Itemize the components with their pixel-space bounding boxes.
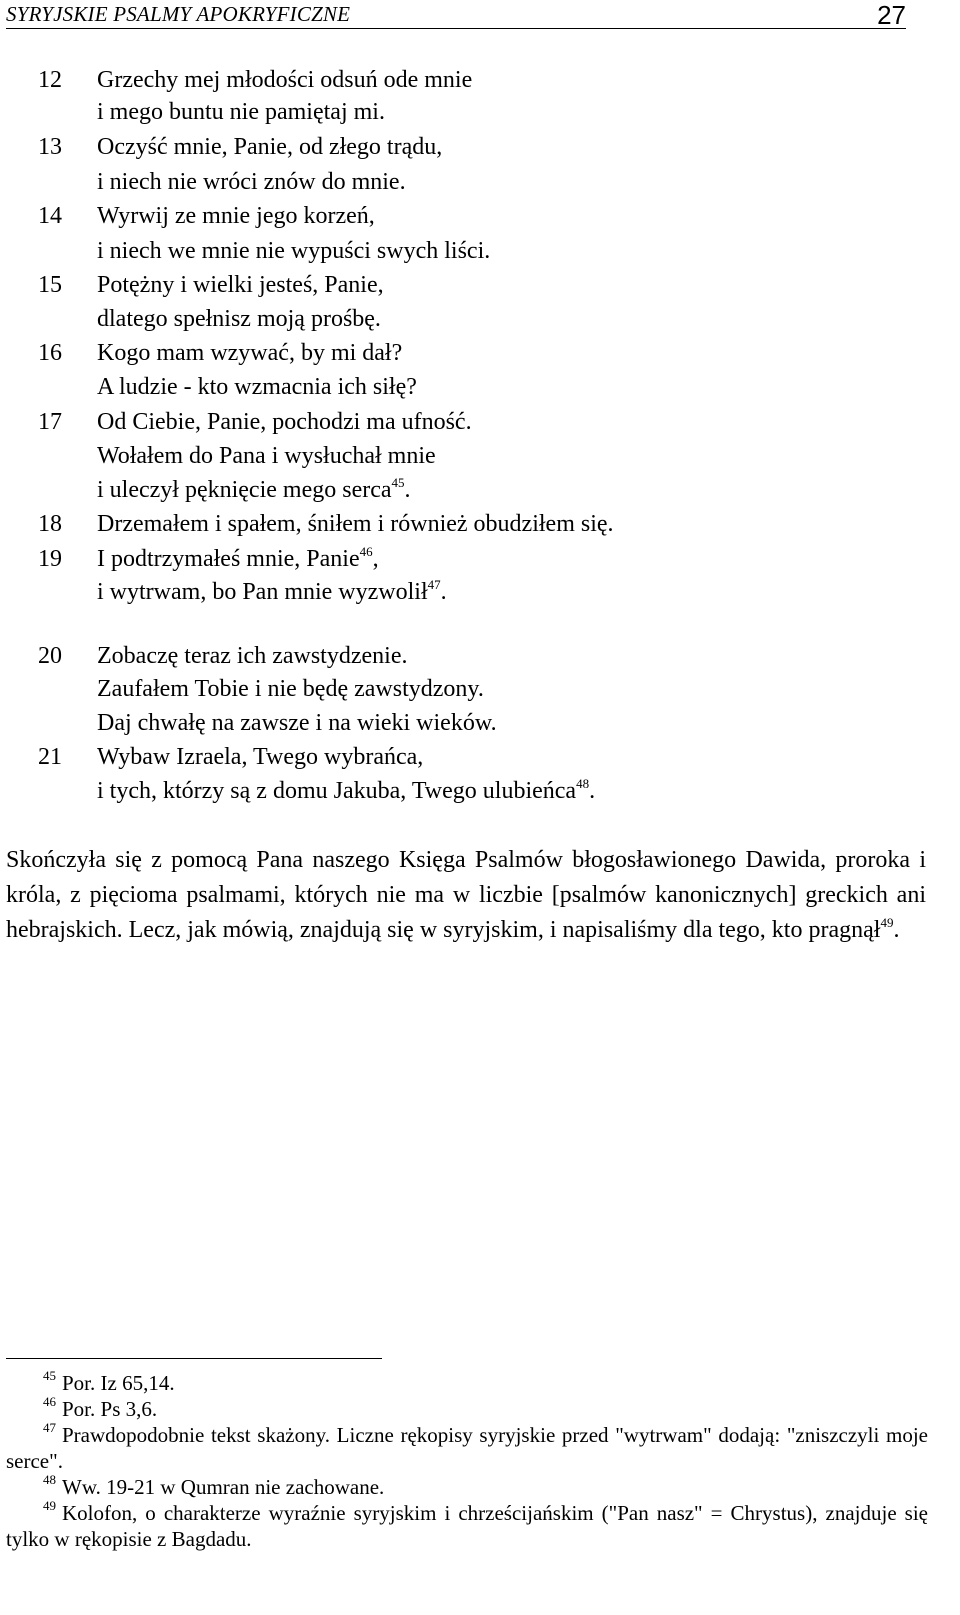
verse-text (97, 441, 436, 471)
verse-text (97, 641, 407, 671)
verse-text (97, 674, 484, 704)
trailing-punctuation: . (893, 917, 900, 943)
footnote-text: Ww. 19-21 w Qumran nie zachowane. (62, 1475, 385, 1499)
colophon-text: Skończyła się z pomocą Pana naszego Księga Psalmów błogosławionego Dawida, proroka i króla, z pięcioma psalmami, których nie ma w liczbie [psalmów kanonicznych] greckich ani hebrajskich. Lecz, jak mówią, znajdują się w syryjskim, i napisaliśmy dla tego, kto pragnął (6, 847, 926, 943)
verse-text-content: i niech we mnie nie wypuści swych liści. (97, 238, 491, 264)
footnote: 48 Ww. 19-21 w Qumran nie zachowane. (43, 1472, 385, 1499)
footnote-ref[interactable]: 47 (427, 577, 441, 592)
verse-text (97, 577, 447, 607)
verse-number: 12 (38, 67, 62, 93)
verse-text (97, 475, 411, 505)
header-rule (6, 28, 906, 29)
verse-text-content: i tych, którzy są z domu Jakuba, Twego ulubieńca (97, 778, 577, 804)
trailing-punctuation: . (404, 477, 411, 503)
verse-text (97, 270, 384, 300)
verse-text (97, 407, 472, 437)
verse-number: 15 (38, 272, 62, 298)
footnotes (6, 1370, 928, 1552)
verse-text-content: Wybaw Izraela, Twego wybrańca, (97, 744, 424, 770)
verse-number: 18 (38, 511, 62, 537)
verse-text-content: Oczyść mnie, Panie, od złego trądu, (97, 134, 443, 160)
verse-text-content: Drzemałem i spałem, śniłem i również obudziłem się. (97, 511, 614, 537)
colophon-paragraph (6, 843, 926, 948)
verse-text-content: i niech nie wróci znów do mnie. (97, 169, 406, 195)
verse-number: 17 (38, 409, 62, 435)
trailing-punctuation: . (589, 778, 596, 804)
verse-text-content: i wytrwam, bo Pan mnie wyzwolił (97, 579, 428, 605)
footnote-ref[interactable]: 45 (391, 475, 405, 490)
verse-text (97, 742, 423, 772)
verse-text-content: Daj chwałę na zawsze i na wieki wieków. (97, 710, 497, 736)
footnote-text: Por. Ps 3,6. (62, 1397, 158, 1421)
footnote-ref[interactable]: 46 (359, 544, 373, 559)
verse-text (97, 236, 490, 266)
verse-text-content: Zobaczę teraz ich zawstydzenie. (97, 643, 408, 669)
verse-text (97, 132, 442, 162)
verse-text-content: I podtrzymałeś mnie, Panie (97, 546, 360, 572)
footnote-ref[interactable]: 49 (880, 915, 894, 930)
verse-text-content: dlatego spełnisz moją prośbę. (97, 306, 381, 332)
verse-text (97, 201, 375, 231)
footnote-text: Por. Iz 65,14. (62, 1371, 175, 1395)
verse-text-content: i mego buntu nie pamiętaj mi. (97, 99, 385, 125)
verse-text-content: Zaufałem Tobie i nie będę zawstydzony. (97, 676, 484, 702)
verse-number: 14 (38, 203, 62, 229)
footnote-text: Prawdopodobnie tekst skażony. Liczne rękopisy syryjskie przed "wytrwam" dodają: "zniszczyli moje serce". (6, 1423, 928, 1473)
verse-text (97, 65, 472, 95)
verse-text (97, 544, 379, 574)
footnote-text: Kolofon, o charakterze wyraźnie syryjskim i chrześcijańskim ("Pan nasz" = Chrystus), znajduje się tylko w rękopisie z Bagdadu. (6, 1501, 928, 1551)
verse-text (97, 509, 614, 539)
running-title: SYRYJSKIE PSALMY APOKRYFICZNE (6, 2, 351, 26)
verse-text-content: Wołałem do Pana i wysłuchał mnie (97, 443, 436, 469)
footnote: 49 Kolofon, o charakterze wyraźnie syryjskim i chrześcijańskim ("Pan nasz" = Chrystus), znajduje się tylko w rękopisie z Bagdadu. (6, 1498, 928, 1551)
verse-text (97, 708, 497, 738)
verse-text-content: i uleczył pęknięcie mego serca (97, 477, 392, 503)
footnote: 45 Por. Iz 65,14. (43, 1368, 175, 1395)
verse-text (97, 372, 417, 402)
verse-text (97, 776, 595, 806)
verse-number: 21 (38, 744, 62, 770)
verse-number: 20 (38, 643, 62, 669)
verse-text-content: Grzechy mej młodości odsuń ode mnie (97, 67, 473, 93)
footnote-separator (6, 1358, 382, 1359)
verse-text (97, 304, 381, 334)
verse-number: 19 (38, 546, 62, 572)
verse-text-content: Kogo mam wzywać, by mi dał? (97, 340, 403, 366)
running-header (6, 0, 906, 30)
verse-text-content: Wyrwij ze mnie jego korzeń, (97, 203, 375, 229)
verse-text-content: Od Ciebie, Panie, pochodzi ma ufność. (97, 409, 472, 435)
footnote: 46 Por. Ps 3,6. (43, 1394, 158, 1421)
footnote-ref[interactable]: 48 (576, 776, 590, 791)
verse-text-content: Potężny i wielki jesteś, Panie, (97, 272, 384, 298)
verse-number: 16 (38, 340, 62, 366)
verse-text (97, 167, 406, 197)
verse-text (97, 97, 385, 127)
page-number: 27 (877, 0, 906, 30)
footnote: 47 Prawdopodobnie tekst skażony. Liczne rękopisy syryjskie przed "wytrwam" dodają: "zniszczyli moje serce". (6, 1420, 928, 1473)
verse-text-content: A ludzie - kto wzmacnia ich siłę? (97, 374, 417, 400)
trailing-punctuation: , (372, 546, 379, 572)
verse-number: 13 (38, 134, 62, 160)
trailing-punctuation: . (440, 579, 447, 605)
verse-text (97, 338, 402, 368)
